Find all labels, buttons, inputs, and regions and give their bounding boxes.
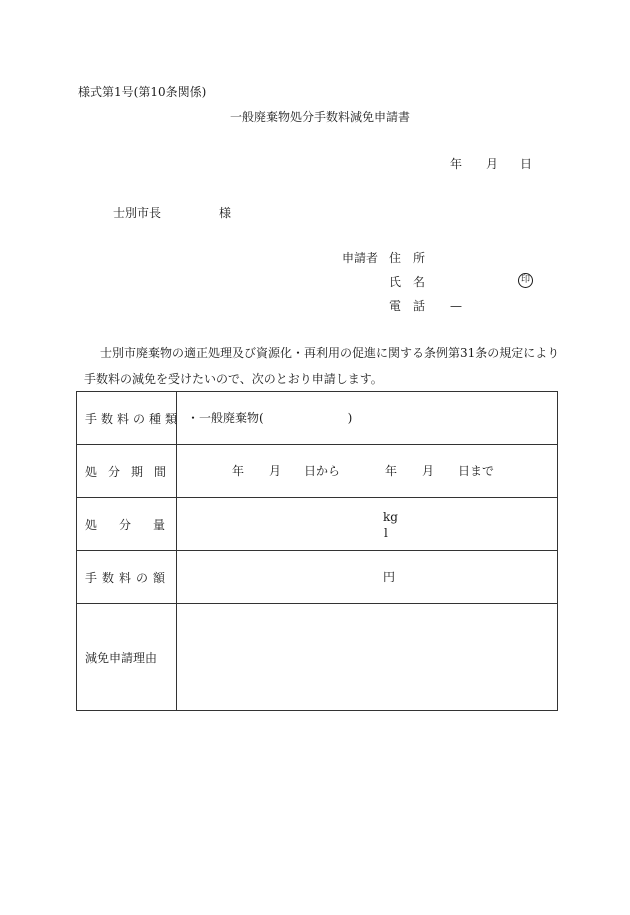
tel-label: 電話 <box>389 299 438 313</box>
fee-amount-value[interactable] <box>177 551 558 604</box>
date-year-label: 年 <box>450 157 463 171</box>
table-row-period <box>77 445 558 498</box>
addressee-honorific: 様 <box>219 206 232 220</box>
quantity-value[interactable] <box>177 498 558 551</box>
unit-yen: 円 <box>383 570 396 584</box>
document-title: 一般廃棄物処分手数料減免申請書 <box>230 110 411 124</box>
fee-amount-label: 手数料の額 <box>77 551 177 604</box>
applicant-label: 申請者 <box>342 251 379 265</box>
body-text-line-1: 士別市廃棄物の適正処理及び資源化・再利用の促進に関する条例第31条の規定により <box>100 346 560 360</box>
date-day-label: 日 <box>520 157 533 171</box>
reason-value[interactable] <box>177 604 558 711</box>
unit-kg: kg <box>383 510 398 524</box>
fee-type-label: 手数料の種類 <box>77 392 177 445</box>
application-table <box>76 391 558 711</box>
unit-liter: l <box>384 526 388 540</box>
table-row-fee-type <box>77 392 558 445</box>
form-number: 様式第1号(第10条関係) <box>78 85 207 99</box>
tel-separator: — <box>450 299 462 313</box>
period-label: 処 分 期 間 <box>77 445 177 498</box>
seal-mark-icon: 印 <box>518 273 533 288</box>
table-row-quantity <box>77 498 558 551</box>
table-row-fee-amount <box>77 551 558 604</box>
body-text-line-2: 手数料の減免を受けたいので、次のとおり申請します。 <box>84 372 383 386</box>
addressee-mayor: 士別市長 <box>113 206 162 220</box>
period-value[interactable]: 年 月 日から 年 月 日まで <box>177 445 558 498</box>
table-row-reason <box>77 604 558 711</box>
name-label: 氏名 <box>389 275 438 289</box>
address-label: 住所 <box>389 251 438 265</box>
quantity-label: 処 分 量 <box>77 498 177 551</box>
reason-label: 減免申請理由 <box>77 604 177 711</box>
fee-type-value[interactable]: ・一般廃棄物( ) <box>177 392 558 445</box>
date-month-label: 月 <box>486 157 499 171</box>
